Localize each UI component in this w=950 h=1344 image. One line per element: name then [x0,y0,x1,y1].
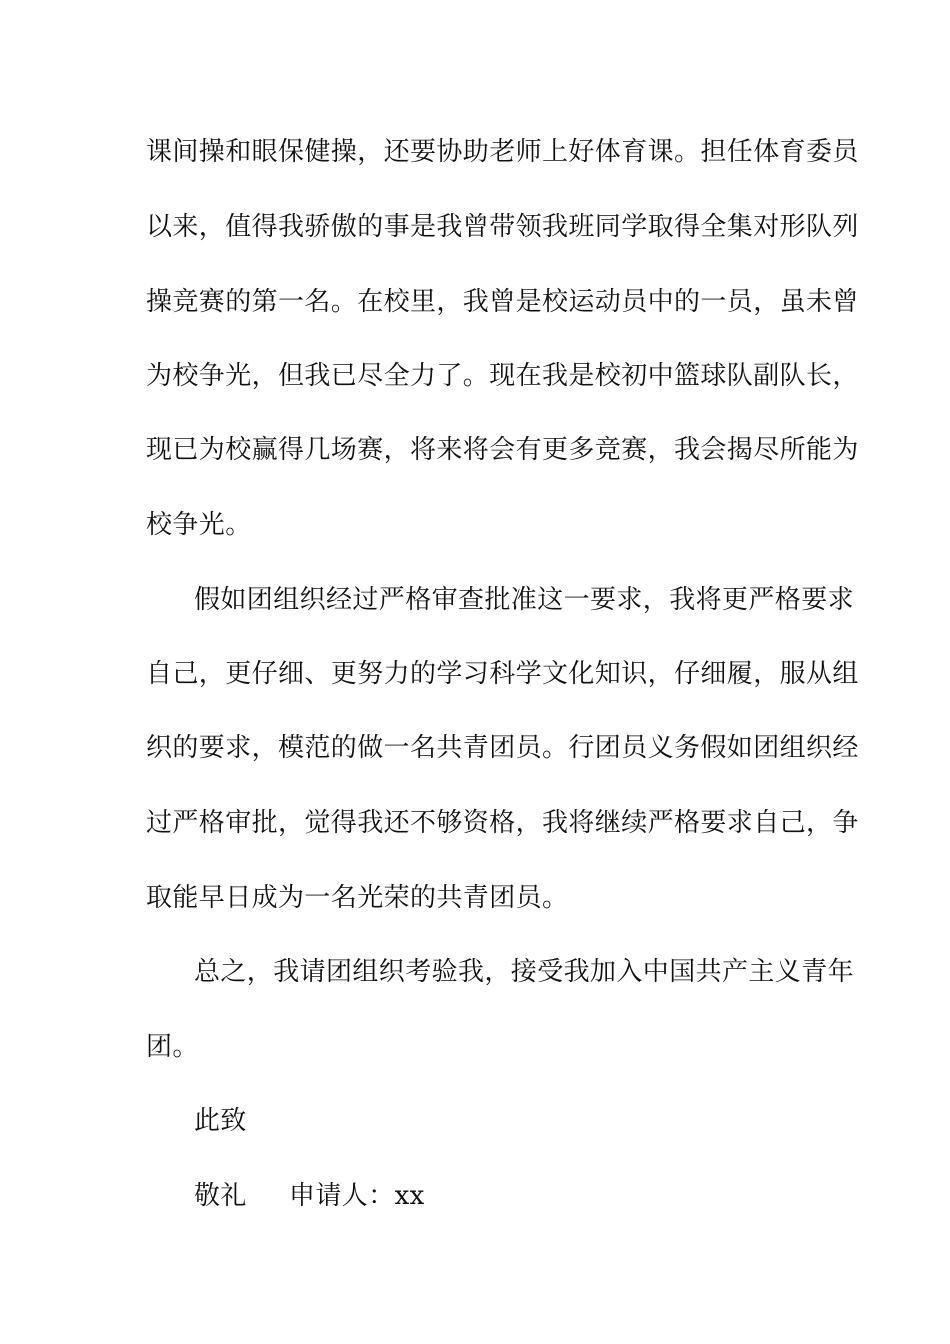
paragraph-1-line-3: 操竞赛的第一名。在校里，我曾是校运动员中的一员，虽未曾 [146,287,859,317]
paragraph-1-line-6: 校争光。 [146,510,252,540]
paragraph-1-line-5: 现已为校赢得几场赛，将来将会有更多竞赛，我会揭尽所能为 [146,435,859,465]
paragraph-2-line-4: 过严格审批，觉得我还不够资格，我将继续严格要求自己，争 [146,808,859,838]
regards: 敬礼 [194,1181,247,1211]
paragraph-2-line-1: 假如团组织经过严格审查批准这一要求，我将更严格要求 [194,585,855,615]
paragraph-3-line-1: 总之，我请团组织考验我，接受我加入中国共产主义青年 [194,957,855,987]
paragraph-2-line-5: 取能早日成为一名光荣的共青团员。 [146,883,569,913]
paragraph-1-line-2: 以来，值得我骄傲的事是我曾带领我班同学取得全集对形队列 [146,212,859,242]
applicant-signature: 申请人：xx [289,1181,425,1211]
salutation: 此致 [194,1106,247,1136]
paragraph-1-line-1: 课间操和眼保健操，还要协助老师上好体育课。担任体育委员 [146,137,859,167]
paragraph-1-line-4: 为校争光，但我已尽全力了。现在我是校初中篮球队副队长， [146,361,859,391]
paragraph-2-line-2: 自己，更仔细、更努力的学习科学文化知识，仔细履，服从组 [146,659,859,689]
paragraph-2-line-3: 织的要求，模范的做一名共青团员。行团员义务假如团组织经 [146,733,859,763]
paragraph-3-line-2: 团。 [146,1032,199,1062]
